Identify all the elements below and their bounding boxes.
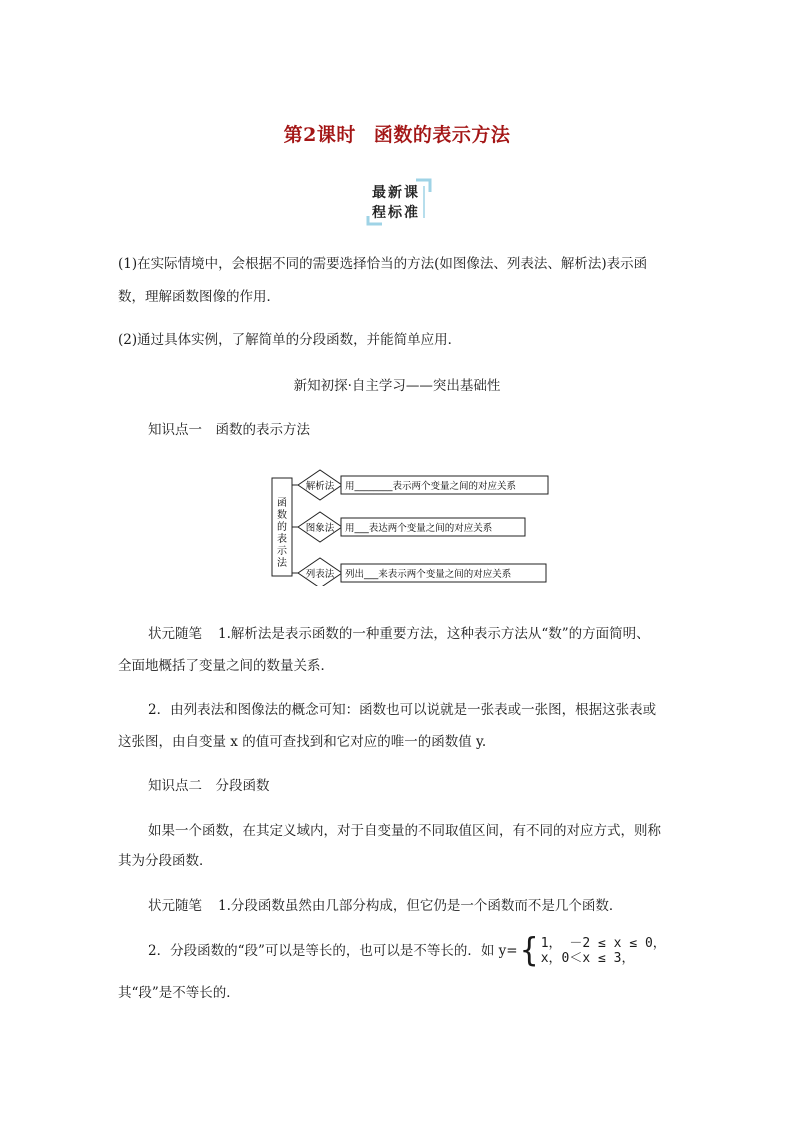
lesson-number: 第2课时 bbox=[283, 124, 356, 146]
piecewise-function bbox=[518, 931, 666, 970]
kp1-note-2-cont: 这张图，由自变量 x 的值可查找到和它对应的唯一的函数值 y. bbox=[118, 734, 487, 750]
kp2-definition: 如果一个函数，在其定义域内，对于自变量的不同取值区间，有不同的对应方式，则称 bbox=[148, 823, 661, 839]
note-tag-2: 状元随笔 bbox=[148, 898, 202, 914]
kp2-definition-cont: 其为分段函数． bbox=[118, 853, 213, 869]
kp2-note-1-text: 1.分段函数虽然由几部分构成，但它仍是一个函数而不是几个函数． bbox=[218, 898, 623, 914]
representation-methods-diagram bbox=[268, 466, 558, 586]
piecewise-brace: { bbox=[519, 931, 539, 970]
kp2-note-1 bbox=[148, 896, 708, 916]
diagram-root-char-4: 表 bbox=[277, 534, 287, 545]
diagram-root-char-1: 函 bbox=[277, 498, 287, 509]
diagram-root-char-6: 法 bbox=[277, 558, 287, 569]
diagram-method-3: 列表法 bbox=[305, 569, 335, 580]
kp1-note-1-text: 1.解析法是表示函数的一种重要方法，这种表示方法从“数”的方面简明、 bbox=[218, 626, 650, 642]
diagram-desc-3: 列出___来表示两个变量之间的对应关系 bbox=[345, 569, 512, 580]
diagram-method-2: 图象法 bbox=[305, 523, 335, 534]
kp1-note-1-cont: 全面地概括了变量之间的数量关系． bbox=[118, 658, 334, 674]
diagram-desc-2: 用___表达两个变量之间的对应关系 bbox=[345, 523, 493, 534]
diagram-root-char-5: 示 bbox=[277, 546, 287, 557]
standard-item-1-cont: 数，理解函数图像的作用． bbox=[118, 289, 280, 305]
diagram-root-char-2: 数 bbox=[277, 510, 287, 521]
diagram-root-char-3: 的 bbox=[277, 522, 287, 533]
curriculum-standard-badge bbox=[366, 178, 426, 222]
kp2-note-2 bbox=[148, 931, 708, 970]
diagram-method-1: 解析法 bbox=[305, 481, 335, 492]
piecewise-cases bbox=[541, 936, 666, 966]
kp1-note-1 bbox=[148, 624, 708, 644]
kp2-note-2-cont: 其“段”是不等长的． bbox=[118, 985, 240, 1001]
standard-item-1: (1)在实际情境中，会根据不同的需要选择恰当的方法(如图像法、列表法、解析法)表示函 bbox=[118, 256, 648, 272]
kp1-note-2: 2．由列表法和图像法的概念可知：函数也可以说就是一张表或一张图，根据这张表或 bbox=[148, 702, 657, 718]
badge-line-2: 程标准 bbox=[370, 202, 422, 222]
note-tag: 状元随笔 bbox=[148, 626, 202, 642]
piecewise-case-2: x，0＜x ≤ 3， bbox=[540, 951, 635, 966]
diagram-desc-1: 用________表示两个变量之间的对应关系 bbox=[345, 481, 517, 492]
badge-line-1: 最新课 bbox=[370, 182, 422, 202]
piecewise-case-1: 1， －2 ≤ x ≤ 0， bbox=[540, 936, 666, 951]
standard-item-2: (2)通过具体实例，了解简单的分段函数，并能简单应用． bbox=[118, 332, 462, 348]
knowledge-point-2-heading: 知识点二 分段函数 bbox=[148, 778, 270, 794]
lesson-topic: 函数的表示方法 bbox=[373, 124, 511, 146]
section-heading: 新知初探·自主学习——突出基础性 bbox=[293, 378, 501, 394]
knowledge-point-1-heading: 知识点一 函数的表示方法 bbox=[148, 422, 310, 438]
kp2-note-2-text: 2．分段函数的“段”可以是等长的，也可以是不等长的．如 y= bbox=[148, 943, 518, 959]
page-title bbox=[0, 120, 794, 147]
